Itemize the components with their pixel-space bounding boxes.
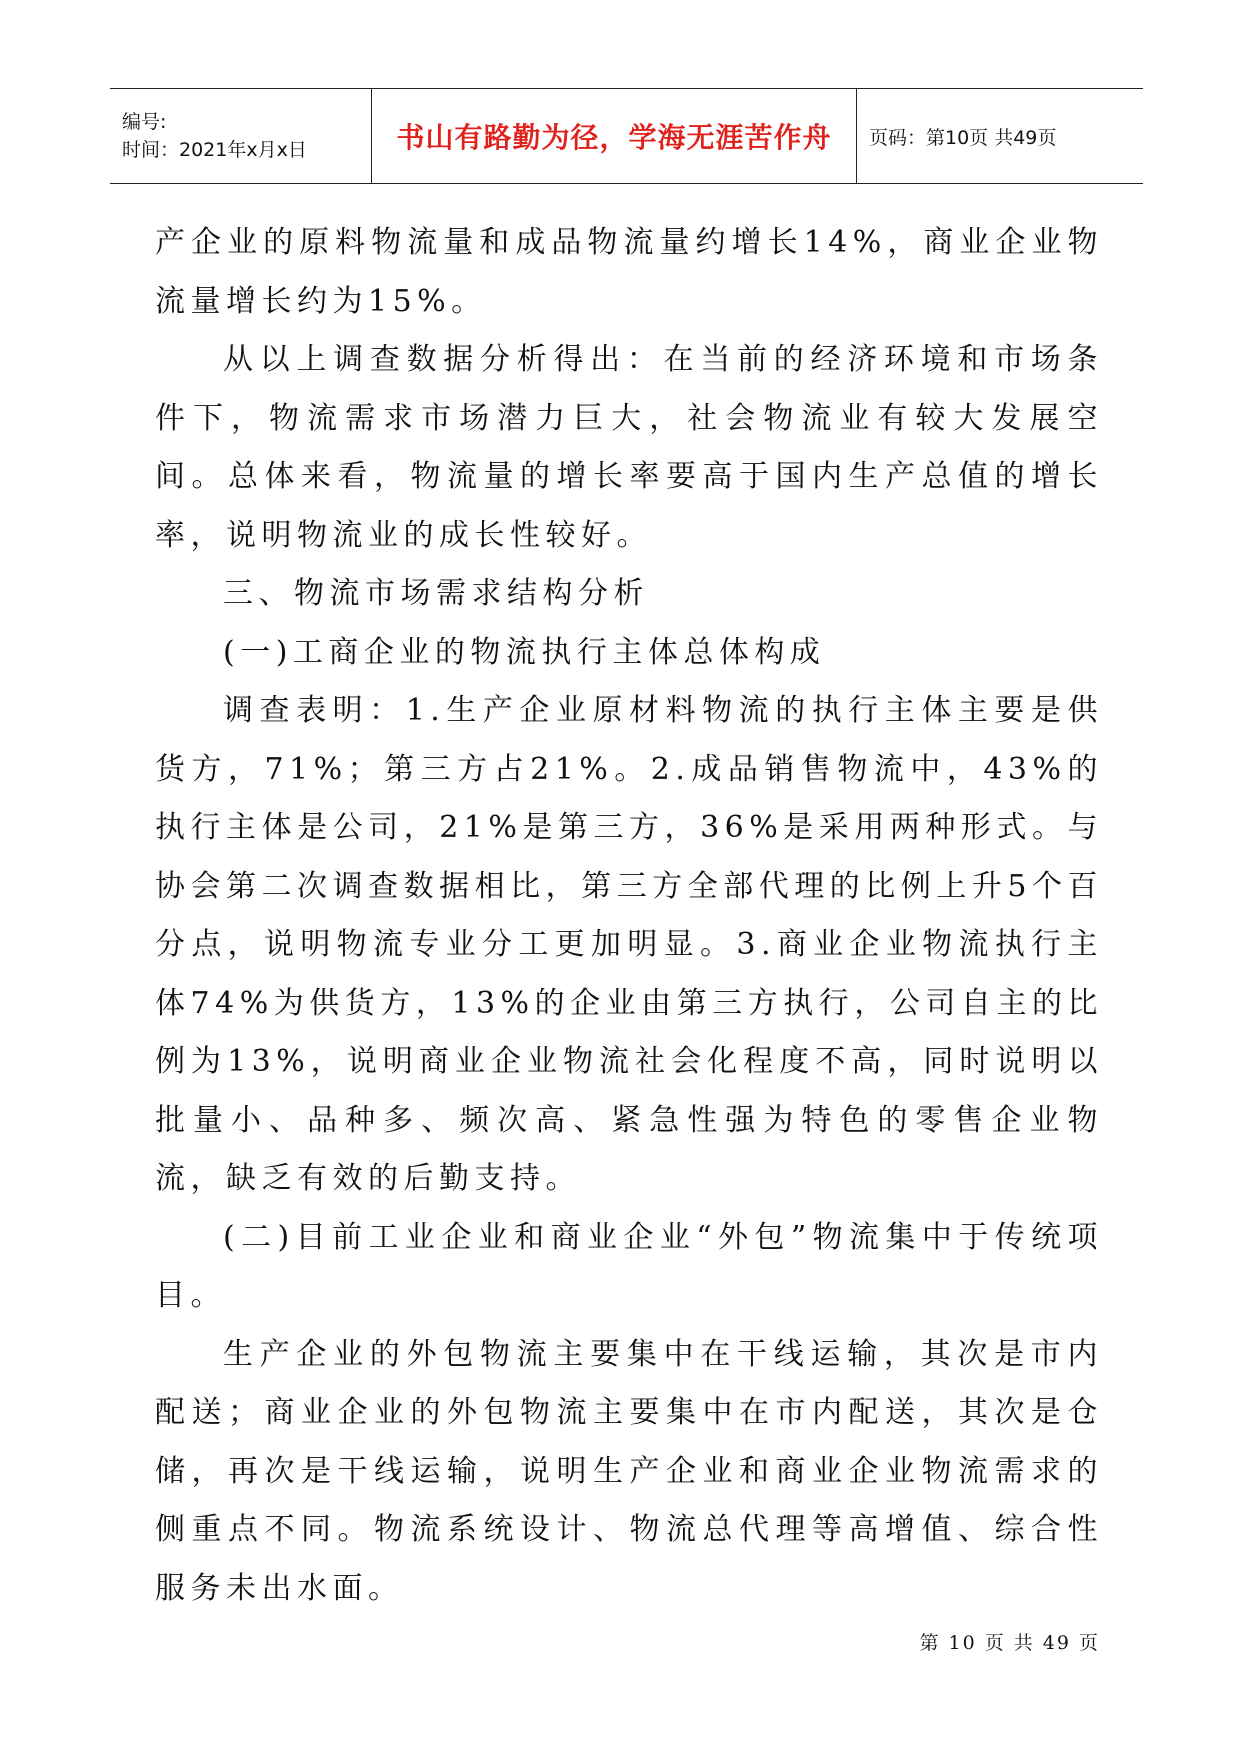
paragraph: 调查表明：1.生产企业原材料物流的执行主体主要是供货方，71%；第三方占21%。2.成品销售物流中，43%的执行主体是公司，21%是第三方，36%是采用两种形式。与协会第二次调查数据相比，第三方全部代理的比例上升5个百分点，说明物流专业分工更加明显。3.商业企业物流执行主体74%为供货方，13%的企业由第三方执行，公司自主的比例为13%，说明商业企业物流社会化程度不高，同时说明以批量小、品种多、频次高、紧急性强为特色的零售企业物流，缺乏有效的后勤支持。: [155, 693, 1103, 1196]
paragraph: 从以上调查数据分析得出：在当前的经济环境和市场条件下，物流需求市场潜力巨大，社会物流业有较大发展空间。总体来看，物流量的增长率要高于国内生产总值的增长率，说明物流业的成长性较好。: [155, 342, 1103, 553]
header-page-number: 页码：第10页 共49页: [869, 126, 1057, 149]
header-motto-cell: [372, 89, 857, 183]
section-heading: 三、物流市场需求结构分析: [223, 576, 649, 611]
document-body: [155, 214, 1103, 1618]
paragraph: 生产企业的外包物流主要集中在干线运输，其次是市内配送；商业企业的外包物流主要集中在市内配送，其次是仓储，再次是干线运输，说明生产企业和商业企业物流需求的侧重点不同。物流系统设计、物流总代理等高增值、综合性服务未出水面。: [155, 1336, 1103, 1606]
subsection-heading: (二)目前工业企业和商业企业“外包”物流集中于传统项目。: [155, 1219, 1103, 1313]
header-motto: 书山有路勤为径，学海无涯苦作舟: [396, 121, 832, 154]
document-date: 时间：2021年x月x日: [122, 139, 307, 161]
document-number-label: 编号:: [122, 111, 167, 133]
paragraph: 产企业的原料物流量和成品物流量约增长14%，商业企业物流量增长约为15%。: [155, 225, 1103, 319]
page-footer: 第 10 页 共 49 页: [919, 1632, 1100, 1654]
header-meta: [110, 89, 372, 183]
page-header: [110, 88, 1143, 184]
header-page-cell: [857, 89, 1143, 183]
subsection-heading: (一)工商企业的物流执行主体总体构成: [223, 634, 826, 670]
